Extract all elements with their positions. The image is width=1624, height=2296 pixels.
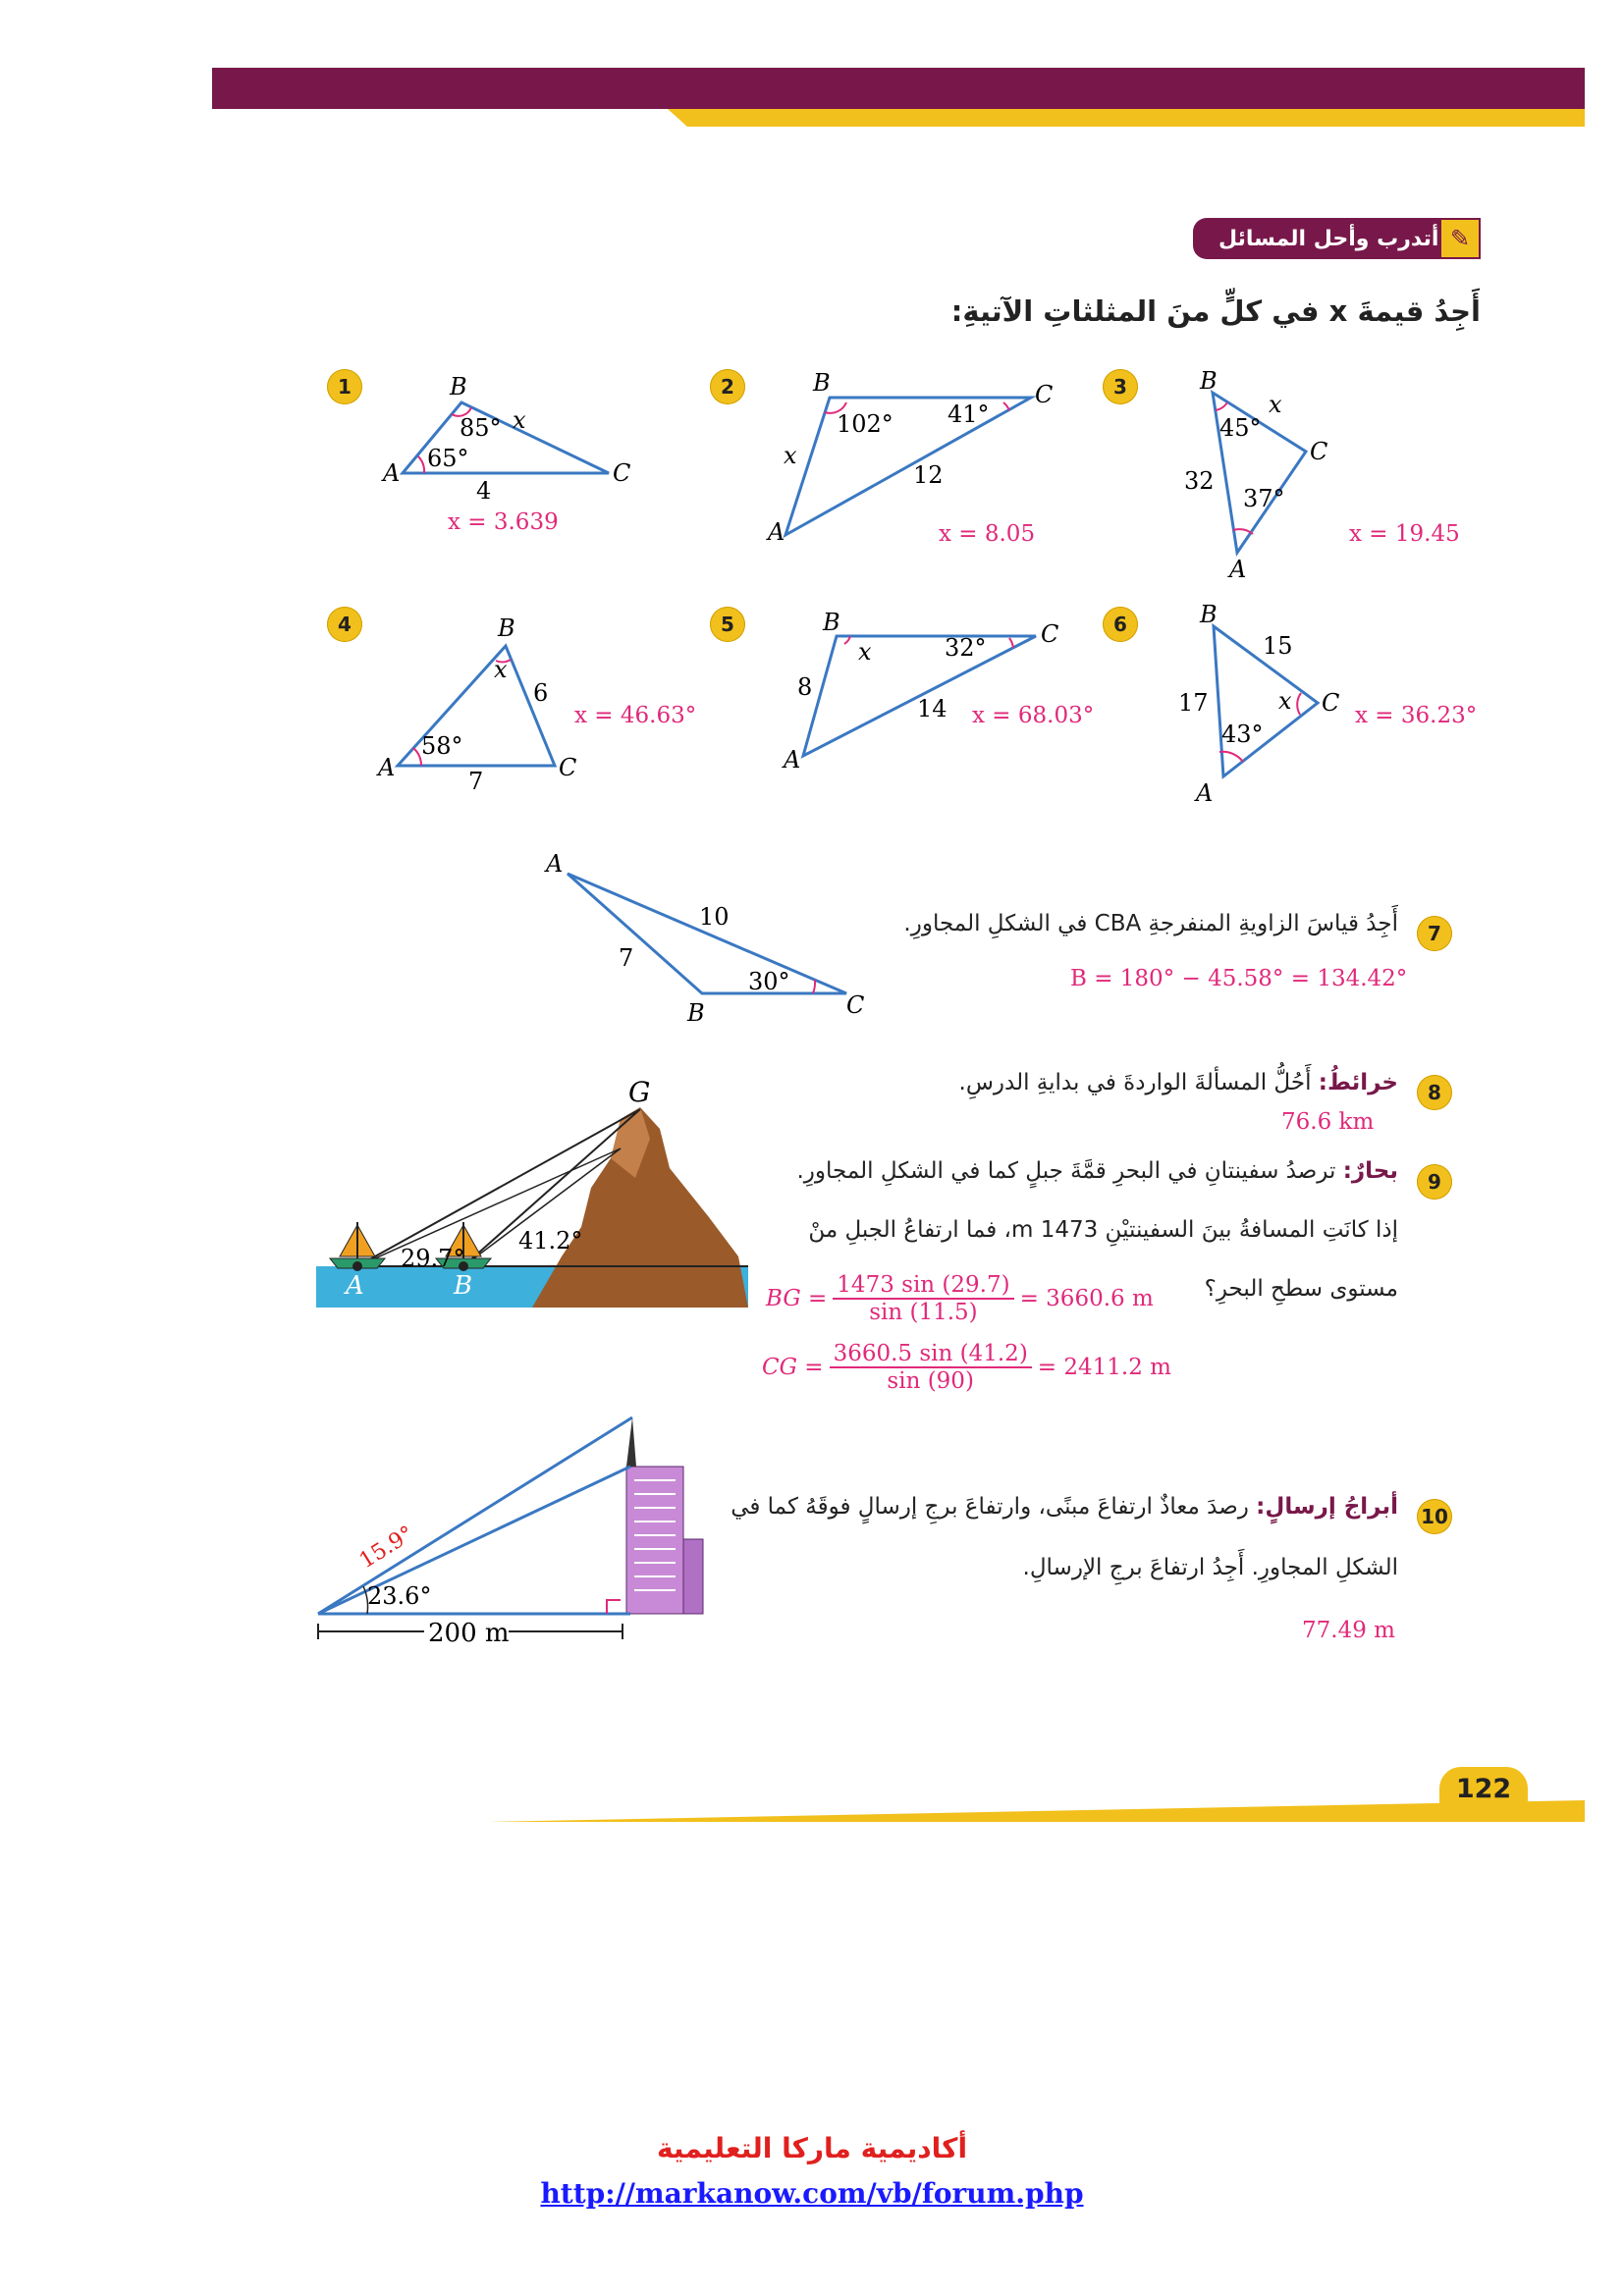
problem-10-body: رصدَ معاذٌ ارتفاعَ مبنًى، وارتفاعَ برجِ إرسالٍ فوقَهُ كما في [731, 1494, 1257, 1520]
formula-cg-denominator: sin (90) [887, 1368, 974, 1394]
formula-bg-fraction [833, 1272, 1013, 1325]
t1-vertex-c: C [613, 459, 631, 487]
p10-angle-upper: 15.9° [354, 1522, 419, 1575]
t4-angle-a: 58° [421, 732, 463, 760]
t1-angle-b: 85° [460, 414, 502, 442]
t6-vertex-b: B [1200, 601, 1218, 628]
formula-bg [766, 1272, 1154, 1325]
problem-9-line-2: إذا كانَتِ المسافةُ بينَ السفينتيْنِ 1473 m، فما ارتفاعُ الجبلِ منْ [808, 1217, 1398, 1243]
t6-angle-a: 43° [1221, 721, 1264, 748]
t4-vertex-c: C [559, 754, 577, 781]
t1-side-x: x [513, 406, 526, 434]
t3-vertex-c: C [1310, 438, 1328, 465]
t3-angle-b: 45° [1219, 414, 1262, 442]
pencil-icon: ✎ [1439, 218, 1481, 259]
triangle-6-figure [1168, 595, 1355, 809]
problem-number-3: 3 [1103, 369, 1138, 404]
t1-vertex-a: A [383, 459, 401, 487]
footer-academy: أكاديمية ماركا التعليمية [656, 2132, 968, 2164]
t1-side-4: 4 [476, 477, 492, 505]
t2-vertex-b: B [813, 369, 831, 397]
problem-9-keyword: بحارٌ: [1342, 1158, 1398, 1184]
answer-3: x = 19.45 [1349, 521, 1460, 547]
triangle-3-figure [1159, 361, 1355, 577]
problem-9-figure [316, 1080, 748, 1315]
formula-cg [762, 1341, 1171, 1394]
p7-vertex-b: B [687, 999, 705, 1027]
answer-2: x = 8.05 [939, 521, 1036, 547]
p9-point-b: B [454, 1271, 473, 1301]
triangle-4-figure [368, 607, 604, 793]
t3-vertex-a: A [1229, 556, 1247, 577]
t3-side-32: 32 [1184, 467, 1215, 495]
problem-8-keyword: خرائطُ: [1318, 1070, 1398, 1095]
t5-vertex-c: C [1041, 620, 1059, 648]
section-title-text: أتدرب وأحل المسائل [1218, 226, 1439, 251]
t5-vertex-b: B [823, 609, 840, 636]
problem-7-figure [530, 844, 874, 1031]
p9-angle-b: 41.2° [518, 1227, 583, 1255]
p7-side-7: 7 [619, 944, 634, 972]
t4-side-7: 7 [468, 768, 484, 793]
p7-vertex-a: A [546, 850, 564, 878]
t2-angle-c: 41° [947, 400, 990, 428]
t5-side-14: 14 [917, 695, 947, 722]
answer-1: x = 3.639 [448, 509, 559, 535]
problem-9-line-1 [770, 1158, 1398, 1184]
p7-vertex-c: C [846, 991, 865, 1019]
answer-8: 76.6 km [1281, 1109, 1375, 1135]
problem-number-1: 1 [327, 369, 362, 404]
header-gold-strip [668, 109, 1585, 127]
problem-8-text [809, 1070, 1398, 1095]
problem-7-text: أَجِدُ قياسَ الزاويةِ المنفرجةِ CBA في الشكلِ المجاورِ. [903, 911, 1398, 936]
problem-9-body: ترصدُ سفينتانِ في البحرِ قمَّةَ جبلٍ كما في الشكلِ المجاورِ. [796, 1158, 1343, 1184]
problem-number-7: 7 [1417, 916, 1452, 951]
t3-side-x: x [1269, 391, 1282, 418]
formula-bg-denominator: sin (11.5) [869, 1300, 978, 1325]
footer-url-link[interactable]: http://markanow.com/vb/forum.php [540, 2177, 1084, 2210]
t4-angle-x: x [494, 656, 508, 683]
t4-vertex-b: B [498, 614, 515, 642]
t6-vertex-c: C [1322, 689, 1340, 717]
problem-10-line-2: الشكلِ المجاورِ. أَجِدُ ارتفاعَ برجِ الإرسالِ. [1022, 1555, 1398, 1580]
problem-number-6: 6 [1103, 607, 1138, 642]
problem-number-2: 2 [710, 369, 745, 404]
problem-number-10: 10 [1417, 1499, 1452, 1534]
page-number: 122 [1439, 1767, 1528, 1810]
formula-bg-numerator: 1473 sin (29.7) [833, 1272, 1013, 1300]
problem-10-figure [306, 1404, 709, 1649]
formula-cg-fraction [830, 1341, 1032, 1394]
t2-side-12: 12 [913, 461, 944, 489]
t4-side-6: 6 [533, 679, 549, 707]
formula-cg-lhs: CG = [762, 1355, 824, 1380]
problem-10-keyword: أبراجُ إرسالٍ: [1256, 1494, 1398, 1520]
t2-side-x: x [784, 442, 797, 469]
p7-side-10: 10 [699, 903, 730, 931]
p9-point-a: A [346, 1271, 364, 1301]
p7-angle-c: 30° [748, 968, 790, 995]
formula-bg-result: = 3660.6 m [1019, 1286, 1154, 1311]
t5-angle-c: 32° [945, 634, 987, 662]
t2-vertex-a: A [768, 518, 785, 546]
t2-vertex-c: C [1035, 381, 1054, 408]
problem-number-5: 5 [710, 607, 745, 642]
t6-side-15: 15 [1263, 632, 1293, 660]
problem-number-4: 4 [327, 607, 362, 642]
problem-9-line-3: مستوى سطحِ البحرِ؟ [1204, 1276, 1398, 1302]
answer-6: x = 36.23° [1355, 703, 1478, 728]
t4-vertex-a: A [378, 754, 396, 781]
t1-angle-a: 65° [427, 445, 469, 472]
header-bar [212, 68, 1585, 109]
t5-vertex-a: A [784, 746, 801, 774]
formula-cg-numerator: 3660.5 sin (41.2) [830, 1341, 1032, 1368]
answer-7: B = 180° − 45.58° = 134.42° [1070, 966, 1408, 991]
t6-side-17: 17 [1178, 689, 1209, 717]
t5-side-8: 8 [797, 673, 813, 701]
instruction: أَجِدُ قيمةَ x في كلٍّ منَ المثلثاتِ الآتيةِ: [950, 294, 1481, 328]
problem-10-line-1 [711, 1494, 1398, 1520]
answer-4: x = 46.63° [574, 703, 697, 728]
problem-number-9: 9 [1417, 1164, 1452, 1200]
p10-distance: 200 m [428, 1619, 510, 1648]
t6-vertex-a: A [1196, 779, 1214, 807]
p9-angle-a: 29.7° [401, 1245, 465, 1272]
formula-bg-lhs: BG = [766, 1286, 828, 1311]
footer-url-wrap [0, 2177, 1624, 2210]
p10-angle-lower: 23.6° [367, 1582, 432, 1610]
section-title [1193, 218, 1452, 259]
t6-angle-x: x [1278, 687, 1292, 715]
t3-angle-a: 37° [1243, 485, 1285, 512]
problem-8-body: أَحُلُّ المسألةَ الواردةَ في بدايةِ الدرسِ. [958, 1070, 1319, 1095]
p9-point-g: G [628, 1080, 651, 1108]
t1-vertex-b: B [450, 373, 467, 400]
problem-number-8: 8 [1417, 1075, 1452, 1110]
answer-5: x = 68.03° [972, 703, 1095, 728]
triangle-5-figure [766, 601, 1080, 777]
formula-cg-result: = 2411.2 m [1037, 1355, 1171, 1380]
t3-vertex-b: B [1200, 367, 1218, 395]
t5-angle-x: x [858, 638, 872, 666]
footer-gold-strip [488, 1800, 1585, 1822]
t2-angle-b: 102° [837, 410, 893, 438]
triangle-1-figure [373, 363, 638, 510]
answer-10: 77.49 m [1302, 1618, 1395, 1643]
